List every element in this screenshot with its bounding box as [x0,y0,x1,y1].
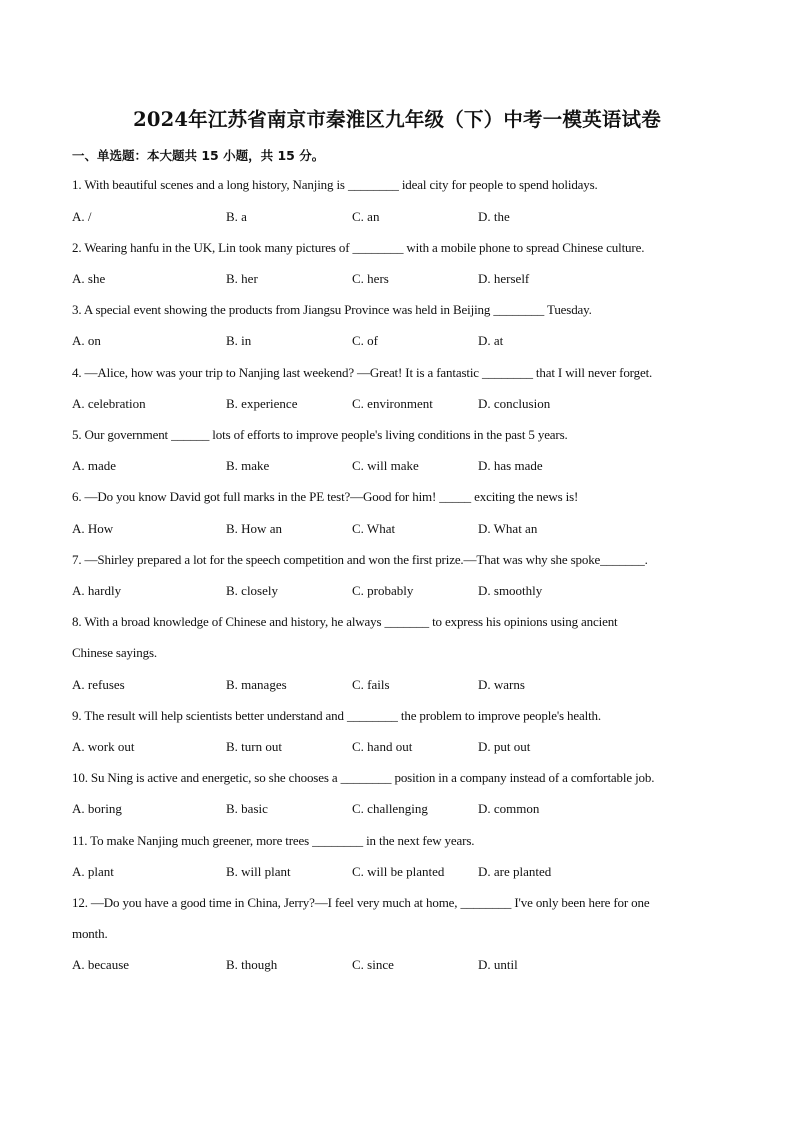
question-11-options [72,864,722,882]
question-12-stem-line-1: 12. —Do you have a good time in China, Jerry?—I feel very much at home, ________ I've only been here for one [72,895,650,910]
option-a: A. celebration [72,396,146,411]
question-2-options [72,271,722,289]
question-1-stem: 1. With beautiful scenes and a long history, Nanjing is ________ ideal city for people to spend holidays. [72,177,598,192]
option-b: B. experience [226,396,298,411]
question-11-stem: 11. To make Nanjing much greener, more trees ________ in the next few years. [72,833,475,848]
option-c: C. an [352,209,380,224]
section-heading: 一、单选题：本大题共 15 小题，共 15 分。 [72,148,325,163]
option-b: B. make [226,458,270,473]
option-a: A. refuses [72,677,125,692]
option-a: A. on [72,333,101,348]
question-10-options [72,801,722,819]
option-c: C. of [352,333,378,348]
exam-title: 2024年江苏省南京市秦淮区九年级（下）中考一模英语试卷 [133,108,661,131]
option-a: A. work out [72,739,135,754]
option-c: C. will be planted [352,864,445,879]
option-c: C. since [352,957,394,972]
option-b: B. her [226,271,258,286]
question-6-stem: 6. —Do you know David got full marks in the PE test?—Good for him! _____ exciting the news is! [72,489,579,504]
option-d: D. herself [478,271,530,286]
question-1-options [72,209,722,227]
question-8-stem-line-2: Chinese sayings. [72,645,157,660]
question-7-stem: 7. —Shirley prepared a lot for the speech competition and won the first prize.—That was why she spoke_______. [72,552,648,567]
question-4-options [72,396,722,414]
question-3-stem: 3. A special event showing the products from Jiangsu Province was held in Beijing ________ Tuesday. [72,302,592,317]
question-8-stem-line-1: 8. With a broad knowledge of Chinese and history, he always _______ to express his opinions using ancient [72,614,618,629]
option-a: A. because [72,957,130,972]
option-c: C. probably [352,583,414,598]
option-a: A. she [72,271,106,286]
question-2-stem: 2. Wearing hanfu in the UK, Lin took many pictures of ________ with a mobile phone to spread Chinese culture. [72,240,645,255]
question-8-options [72,677,722,695]
option-b: B. How an [226,521,282,536]
question-7-options [72,583,722,601]
option-c: C. hand out [352,739,413,754]
option-b: B. in [226,333,252,348]
option-c: C. challenging [352,801,428,816]
option-d: D. What an [478,521,538,536]
option-b: B. though [226,957,278,972]
option-a: A. hardly [72,583,122,598]
question-10-stem: 10. Su Ning is active and energetic, so she chooses a ________ position in a company instead of a comfortable job. [72,770,655,785]
option-d: D. has made [478,458,543,473]
option-c: C. will make [352,458,419,473]
option-a: A. boring [72,801,122,816]
option-c: C. environment [352,396,433,411]
question-5-stem: 5. Our government ______ lots of efforts to improve people's living conditions in the past 5 years. [72,427,568,442]
option-d: D. at [478,333,504,348]
option-d: D. warns [478,677,525,692]
option-d: D. until [478,957,518,972]
question-9-options [72,739,722,757]
question-3-options [72,333,722,351]
option-b: B. closely [226,583,278,598]
option-a: A. made [72,458,117,473]
option-b: B. basic [226,801,268,816]
option-c: C. fails [352,677,390,692]
question-5-options [72,458,722,476]
option-d: D. conclusion [478,396,551,411]
question-4-stem: 4. —Alice, how was your trip to Nanjing last weekend? —Great! It is a fantastic ________ that I will never forget. [72,365,653,380]
option-d: D. put out [478,739,531,754]
option-b: B. a [226,209,247,224]
option-d: D. the [478,209,510,224]
option-c: C. What [352,521,396,536]
option-d: D. common [478,801,540,816]
option-b: B. will plant [226,864,291,879]
option-a: A. How [72,521,114,536]
option-b: B. turn out [226,739,282,754]
option-d: D. are planted [478,864,552,879]
question-12-stem-line-2: month. [72,926,108,941]
option-b: B. manages [226,677,287,692]
option-a: A. plant [72,864,114,879]
option-c: C. hers [352,271,389,286]
question-9-stem: 9. The result will help scientists better understand and ________ the problem to improve people's health. [72,708,601,723]
question-6-options [72,521,722,539]
option-d: D. smoothly [478,583,543,598]
option-a: A. / [72,209,92,224]
question-12-options [72,957,722,975]
